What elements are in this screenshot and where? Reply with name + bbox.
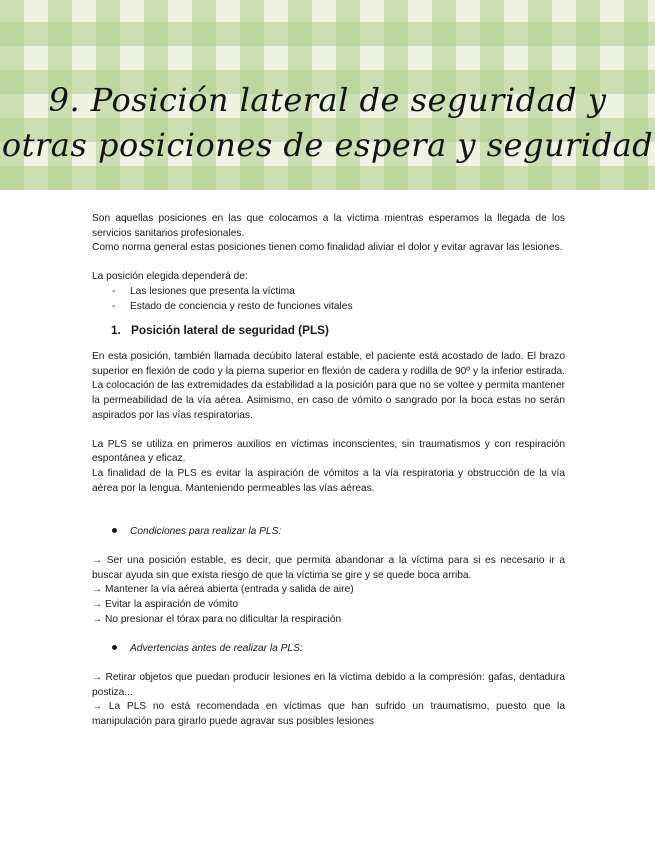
conditions-title-text: Condiciones para realizar la PLS: [130,526,282,538]
spacer [92,627,565,642]
section-paragraph-1: En esta posición, también llamada decúbito lateral estable, el paciente está acostado de lado. El brazo superior en flexión de codo y la pierna superior en flexión de cadera y rodilla de 90º y la inferior estirada. La colocación de las extremidades da estabilidad a la posición para que no se voltee y permita mantener la permeabilidad de la vía aérea. Asimismo, en caso de vómito o sangrado por la boca estas no serán aspirados por las vías respiratorias. [92,351,565,421]
list-item-text: Las lesiones que presenta la víctima [130,285,295,297]
dash-marker: - [112,300,116,312]
list-item [92,285,565,300]
conditions-title [92,525,565,540]
section-heading [92,322,565,338]
title-line-2: otras posiciones de espera y seguridad [1,126,654,164]
section-paragraph-3: La finalidad de la PLS es evitar la aspiración de vómitos a la vía respiratoria y obstrucción de la vía aérea por la lengua. Manteniendo permeables las vías aéreas. [92,467,565,494]
bullet-dot-icon [112,528,117,533]
dash-marker: - [112,285,116,297]
spacer [92,656,565,671]
bullet-dot-icon [112,645,117,650]
warnings-title [92,642,565,657]
condition-item: → Evitar la aspiración de vómito [92,599,239,611]
spacer [92,496,565,525]
spacer [92,256,565,271]
document-body [92,212,565,729]
section-number: 1. [111,323,121,338]
warning-item: → La PLS no está recomendada en víctimas que han sufrido un traumatismo, puesto que la manipulación para girarlo puede agravar sus posibles lesiones [92,701,565,727]
condition-item: → Mantener la vía aérea abierta (entrada y salida de aire) [92,584,354,596]
intro-paragraph-1: Son aquellas posiciones en las que colocamos a la víctima mientras esperamos la llegada de los servicios sanitarios profesionales. [92,213,565,239]
list-item-text: Estado de conciencia y resto de funciones vitales [130,300,353,312]
section-heading-text: Posición lateral de seguridad (PLS) [131,323,329,338]
intro-paragraph-2: Como norma general estas posiciones tienen como finalidad aliviar el dolor y evitar agravar las lesiones. [92,242,563,254]
condition-item: → Ser una posición estable, es decir, que permita abandonar a la víctima para si es necesario ir a buscar ayuda sin que exista riesgo de que la víctima se gire y se quede boca arriba. [92,555,565,581]
spacer [92,423,565,438]
header-banner [0,0,655,190]
title-line-1: 9. Posición lateral de seguridad y [48,81,607,119]
warnings-title-text: Advertencias antes de realizar la PLS: [130,642,303,654]
section-paragraph-2: La PLS se utiliza en primeros auxilios en víctimas inconscientes, sin traumatismos y con respiración espontánea y eficaz. [92,438,565,465]
dependency-list [92,285,565,314]
warning-item: → Retirar objetos que puedan producir lesiones en la víctima debido a la compresión: gafas, dentadura postiza... [92,672,565,698]
page-title [0,78,655,168]
list-item [92,300,565,315]
condition-item: → No presionar el tórax para no dificultar la respiración [92,613,342,625]
spacer [92,540,565,555]
intro-paragraph-3: La posición elegida dependerá de: [92,271,248,283]
